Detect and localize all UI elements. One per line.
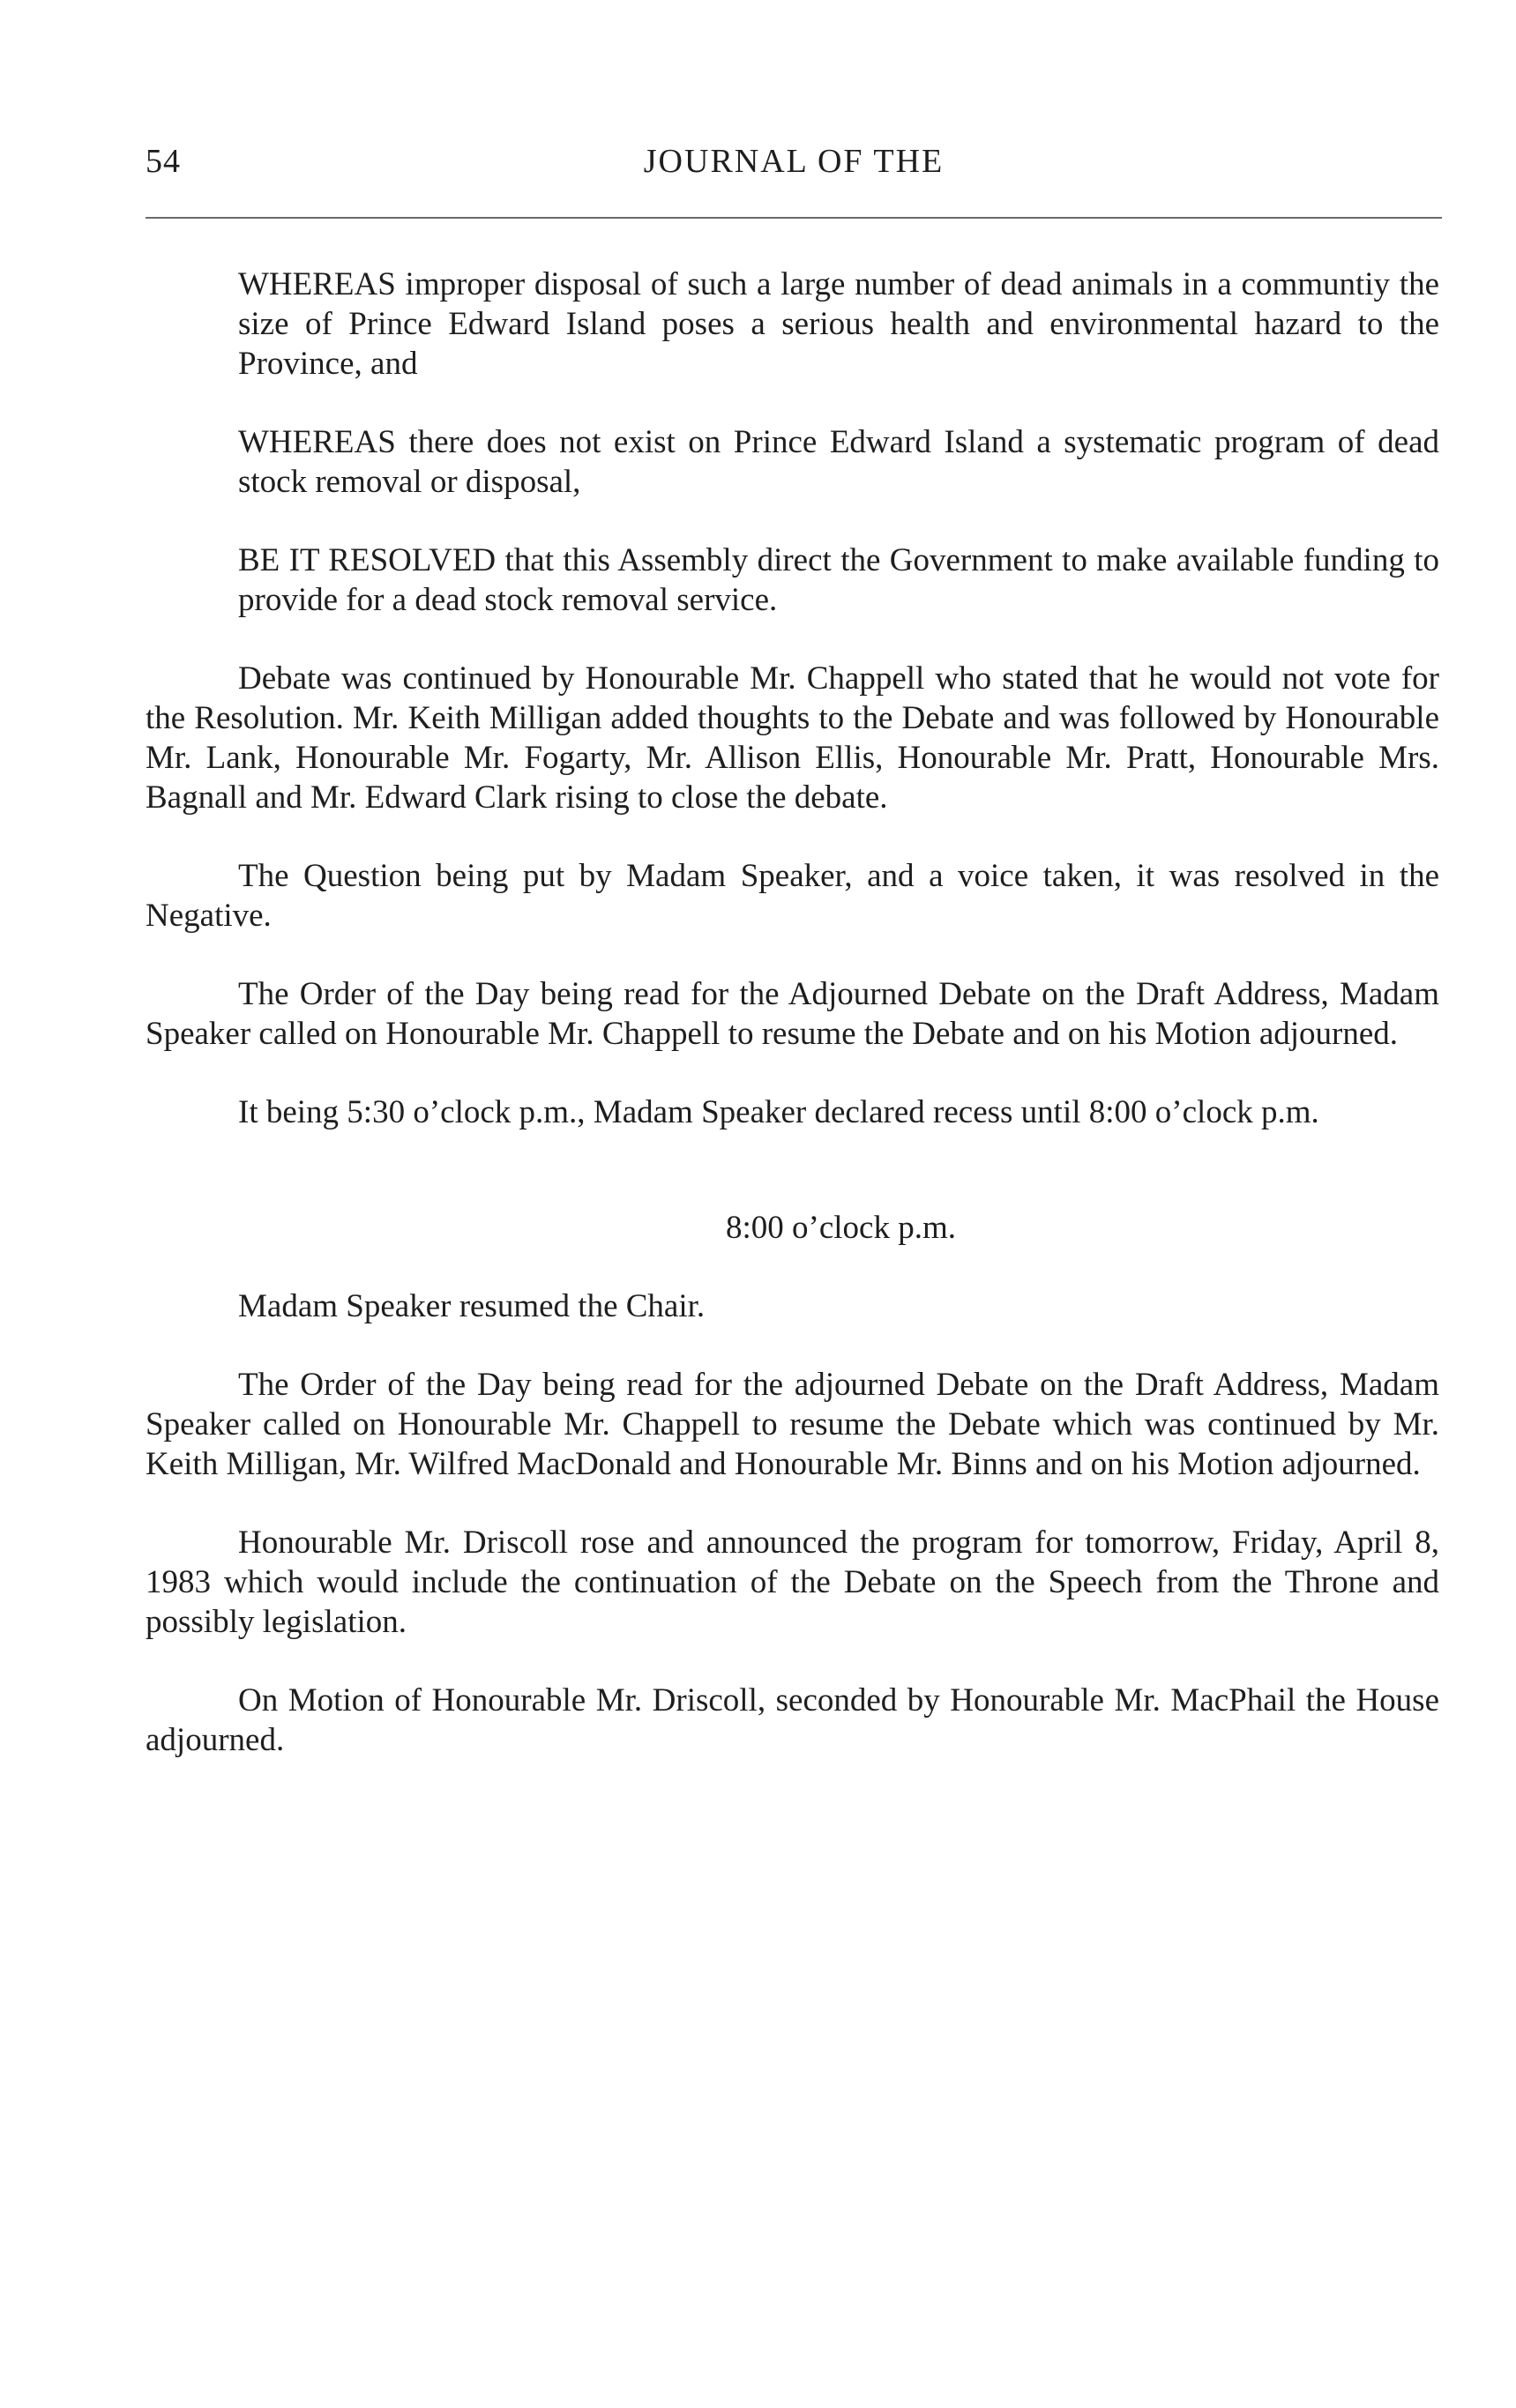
resolved-clause: BE IT RESOLVED that this Assembly direct the Government to make available funding to provide for a dead stock removal service.: [238, 542, 1439, 618]
paragraph-order-of-day-2: The Order of the Day being read for the adjourned Debate on the Draft Address, Madam Speaker called on Honourable Mr. Chappell to resume the Debate which was continued by Mr. Keith Milligan, Mr. Wilfred MacDonald and Honourable Mr. Binns and on his Motion adjourned.: [146, 1367, 1439, 1482]
paragraph-order-of-day-1: The Order of the Day being read for the Adjourned Debate on the Draft Address, Madam Speaker called on Honourable Mr. Chappell to resume the Debate and on his Motion adjourned.: [146, 976, 1439, 1052]
paragraph-program-announced: Honourable Mr. Driscoll rose and announced the program for tomorrow, Friday, April 8, 1983 which would include the continuation of the Debate on the Speech from the Throne and possibly legislation.: [146, 1525, 1439, 1640]
paragraph-adjournment: On Motion of Honourable Mr. Driscoll, seconded by Honourable Mr. MacPhail the House adjourned.: [146, 1682, 1439, 1758]
paragraph-question-put: The Question being put by Madam Speaker, and a voice taken, it was resolved in the Negative.: [146, 858, 1439, 934]
paragraph-resumed-chair: Madam Speaker resumed the Chair.: [238, 1288, 706, 1324]
header-rule: [146, 217, 1442, 219]
time-heading: 8:00 o’clock p.m.: [725, 1210, 956, 1246]
page-number: 54: [146, 143, 181, 180]
whereas-clause-1: WHEREAS improper disposal of such a large number of dead animals in a communtiy the size of Prince Edward Island poses a serious health and environmental hazard to the Province, and: [238, 266, 1439, 382]
whereas-clause-2: WHEREAS there does not exist on Prince Edward Island a systematic program of dead stock removal or disposal,: [238, 424, 1439, 500]
resolution-block: [238, 265, 1439, 620]
paragraph-recess: It being 5:30 o’clock p.m., Madam Speaker declared recess until 8:00 o’clock p.m.: [238, 1094, 1319, 1130]
running-head: JOURNAL OF THE: [643, 143, 945, 180]
paragraph-debate-continued: Debate was continued by Honourable Mr. Chappell who stated that he would not vote for the Resolution. Mr. Keith Milligan added thoughts to the Debate and was followed by Honourable Mr. Lank, Honourable Mr. Fogarty, Mr. Allison Ellis, Honourable Mr. Pratt, Honourable Mrs. Bagnall and Mr. Edward Clark rising to close the debate.: [146, 660, 1439, 816]
journal-body: [146, 265, 1439, 1799]
page-header: [146, 139, 1442, 192]
